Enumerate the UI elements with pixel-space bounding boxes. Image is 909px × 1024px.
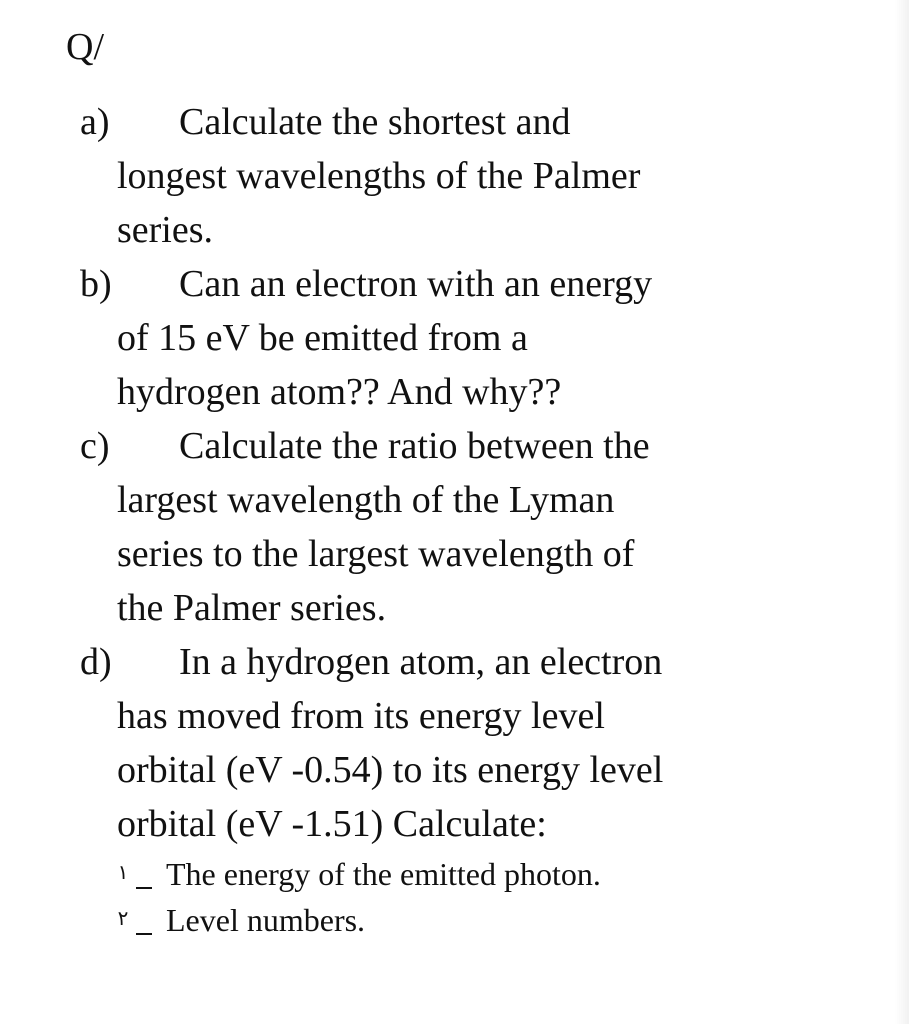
question-c-line-4: the Palmer series. — [117, 587, 387, 629]
subitem-2-dash — [136, 933, 152, 935]
question-d-letter: d) — [80, 641, 112, 683]
question-d — [80, 635, 663, 851]
question-b — [80, 257, 652, 419]
subitem-2-text: Level numbers. — [166, 902, 366, 938]
question-b-line-2: of 15 eV be emitted from a — [117, 317, 528, 359]
question-b-text-1: Can an electron with an energy — [179, 263, 653, 305]
question-c — [80, 419, 650, 635]
question-a-letter: a) — [80, 101, 110, 143]
question-a-line-2: longest wavelengths of the Palmer — [117, 155, 641, 197]
subitem-1-number: ١ — [117, 860, 129, 884]
question-d-text-1: In a hydrogen atom, an electron — [179, 641, 663, 683]
question-d-line-3: orbital (eV -0.54) to its energy level — [117, 749, 664, 791]
question-c-line-1 — [80, 419, 650, 473]
question-a-line-3: series. — [117, 209, 214, 251]
subitem-1-text: The energy of the emitted photon. — [166, 856, 601, 892]
question-c-line-3: series to the largest wavelength of — [117, 533, 635, 575]
question-b-letter: b) — [80, 263, 112, 305]
question-c-line-2: largest wavelength of the Lyman — [117, 479, 615, 521]
question-heading: Q/ — [66, 26, 104, 68]
question-a-text-1: Calculate the shortest and — [179, 101, 571, 143]
question-a — [80, 95, 640, 257]
subitem-2 — [110, 898, 365, 940]
question-b-line-3: hydrogen atom?? And why?? — [117, 371, 562, 413]
subitem-1 — [110, 852, 601, 894]
subitem-1-dash — [136, 887, 152, 889]
page-edge-shadow — [895, 0, 909, 1024]
question-b-line-1 — [80, 257, 652, 311]
question-d-line-1 — [80, 635, 663, 689]
question-c-text-1: Calculate the ratio between the — [179, 425, 650, 467]
question-d-line-2: has moved from its energy level — [117, 695, 605, 737]
subitem-2-number: ٢ — [117, 906, 129, 930]
question-d-line-4: orbital (eV -1.51) Calculate: — [117, 803, 547, 845]
question-c-letter: c) — [80, 425, 110, 467]
question-a-line-1 — [80, 95, 640, 149]
